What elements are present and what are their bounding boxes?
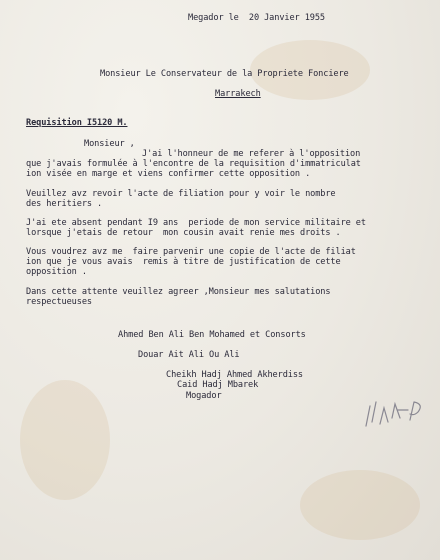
requisition-reference: Requisition I5120 M.: [26, 118, 128, 128]
recipient-line: Monsieur Le Conservateur de la Propriete Fonciere: [100, 69, 349, 79]
paragraph-line: J'ai ete absent pendant I9 ans periode de mon service militaire et: [26, 218, 366, 228]
paragraph-line: Vous voudrez avz me faire parvenir une copie de l'acte de filiat: [26, 247, 356, 257]
paragraph-line: opposition .: [26, 267, 87, 277]
paragraph-line: lorsque j'etais de retour mon cousin avait renie mes droits .: [26, 228, 341, 238]
handwritten-mark: [362, 392, 432, 432]
place-date: Megador le 20 Janvier 1955: [188, 13, 325, 23]
signature-line: Ahmed Ben Ali Ben Mohamed et Consorts: [118, 330, 306, 340]
signature-line: Caid Hadj Mbarek: [177, 380, 259, 390]
paper-stain: [300, 470, 420, 540]
paragraph-line: ion que je vous avais remis à titre de justification de cette: [26, 257, 341, 267]
paragraph-line: J'ai l'honneur de me referer à l'opposition: [142, 149, 361, 159]
signature-line: Douar Ait Ali Ou Ali: [138, 350, 240, 360]
salutation: Monsieur ,: [84, 139, 135, 149]
paragraph-line: Veuillez avz revoir l'acte de filiation pour y voir le nombre: [26, 189, 336, 199]
signature-line: Cheikh Hadj Ahmed Akherdiss: [166, 370, 303, 380]
signature-line: Mogador: [186, 391, 222, 401]
paragraph-line: Dans cette attente veuillez agreer ,Monsieur mes salutations: [26, 287, 331, 297]
paragraph-line: des heritiers .: [26, 199, 103, 209]
paper-stain: [20, 380, 110, 500]
paragraph-line: respectueuses: [26, 297, 92, 307]
paragraph-line: que j'avais formulée à l'encontre de la requisition d'immatriculat: [26, 159, 361, 169]
recipient-city: Marrakech: [215, 89, 261, 99]
paragraph-line: ion visée en marge et viens confirmer cette opposition .: [26, 169, 311, 179]
